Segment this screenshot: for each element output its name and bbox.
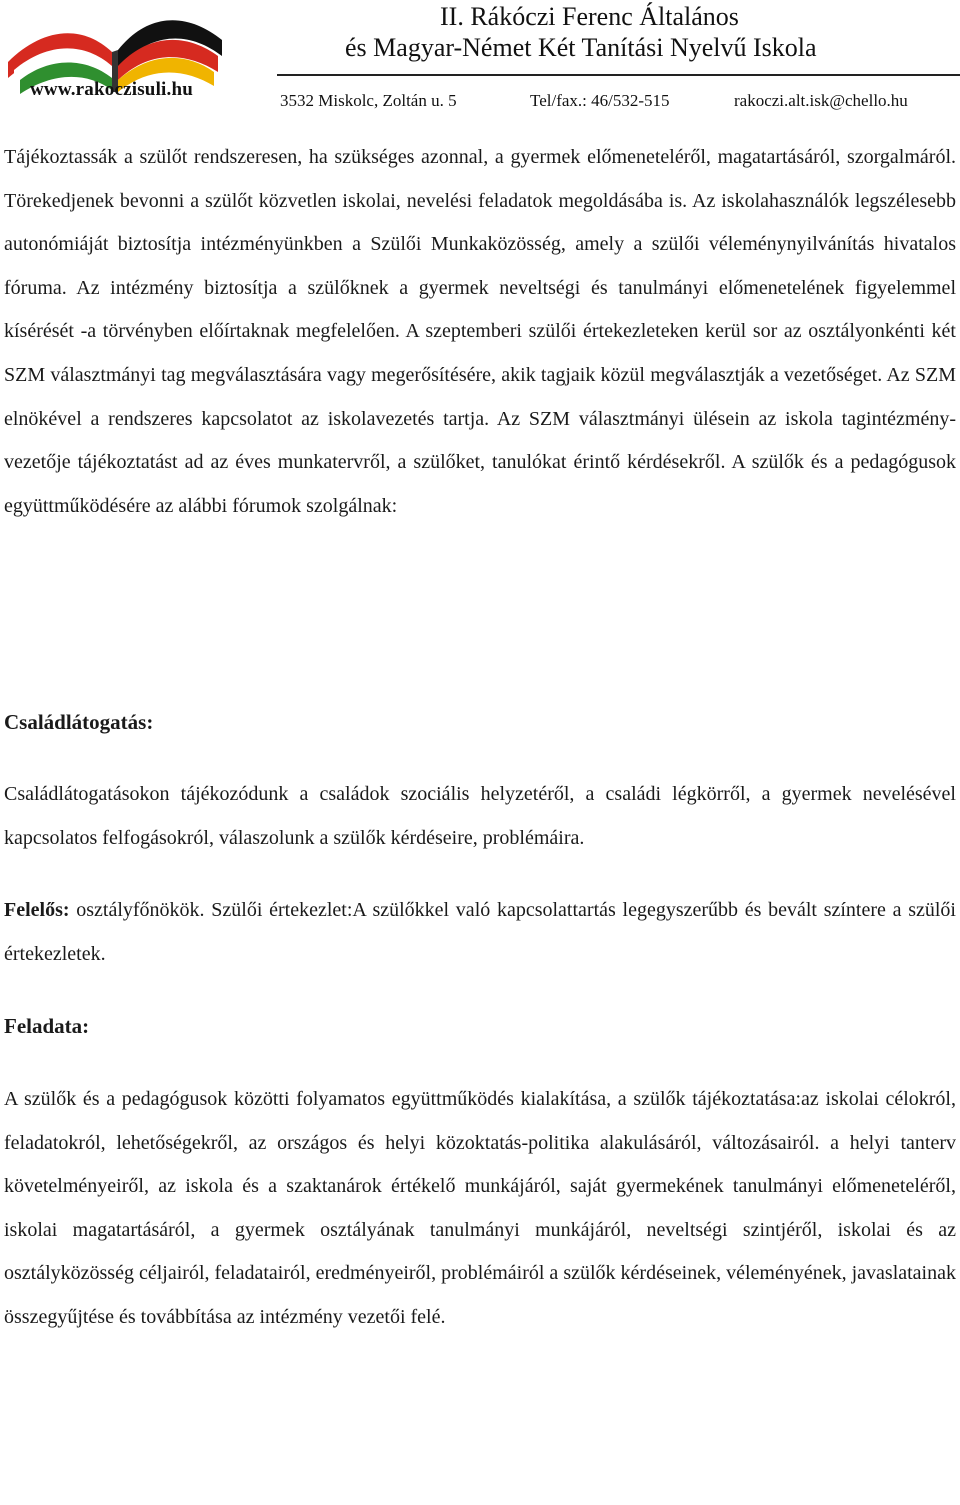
heading-feladata: Feladata: xyxy=(4,1014,90,1039)
address: 3532 Miskolc, Zoltán u. 5 xyxy=(280,91,457,110)
school-name-line1: II. Rákóczi Ferenc Általános xyxy=(440,2,739,31)
email: rakoczi.alt.isk@chello.hu xyxy=(734,91,908,110)
spacer xyxy=(4,860,956,889)
letterhead xyxy=(0,0,960,118)
phone: Tel/fax.: 46/532-515 xyxy=(530,91,670,110)
paragraph-felelos xyxy=(4,889,956,976)
spacer xyxy=(4,976,956,1005)
spacer xyxy=(4,1049,956,1078)
paragraph-feladata: A szülők és a pedagógusok közötti folyamatos együttműködés kialakítása, a szülők tájékoztatása:az iskolai célokról, feladatokról, lehetőségekről, az országos és helyi közoktatás-politika alakulásáról, változásairól. a helyi tanterv követelményeiről, az iskola és a szaktanárok értékelő munkájáról, saját gyermekének tanulmányi előmeneteléről, iskolai magatartásáról, a gyermek osztályának tanulmányi munkájáról, neveltségi szintjéről, iskolai és az osztályközösség céljairól, feladatairól, eredményeiről, problémáiról a szülők kérdéseinek, véleményének, javaslatainak összegyűjtése és továbbítása az intézmény vezetői felé. xyxy=(4,1087,956,1328)
heading-csaladlatogatas: Családlátogatás: xyxy=(4,710,154,735)
spacer xyxy=(4,745,956,773)
felelos-text: osztályfőnökök. Szülői értekezlet:A szülőkkel való kapcsolattartás legegyszerűbb és bevált színtere a szülői értekezletek. xyxy=(4,899,956,965)
document-body xyxy=(4,136,956,1339)
paragraph-csaladlatogatas: Családlátogatásokon tájékozódunk a családok szociális helyzetéről, a családi légkörről, a gyermek nevelésével kapcsolatos felfogásokról, válaszolunk a szülők kérdéseire, problémáira. xyxy=(4,782,956,849)
spacer xyxy=(4,528,956,701)
header-divider xyxy=(277,74,960,76)
site-url: www.rakoczisuli.hu xyxy=(30,79,194,100)
paragraph-intro: Tájékoztassák a szülőt rendszeresen, ha szükséges azonnal, a gyermek előmeneteléről, magatartásáról, szorgalmáról. Törekedjenek bevonni a szülőt közvetlen iskolai, nevelési feladatok megoldásába is. Az iskolahasználók legszélesebb autonómiáját biztosítja intézményünkben a Szülői Munkaközösség, amely a szülői véleménynyilvánítás hivatalos fóruma. Az intézmény biztosítja a szülőknek a gyermek neveltségi és tanulmányi előmenetelének figyelemmel kísérését -a törvényben előírtaknak megfelelően. A szeptemberi szülői értekezleteken kerül sor az osztályonkénti két SZM választmányi tag megválasztására vagy megerősítésére, akik tagjaik közül megválasztják a vezetőséget. Az SZM elnökével a rendszeres kapcsolatot az iskolavezetés tartja. Az SZM választmányi ülésein az iskola tagintézmény-vezetője tájékoztatást ad az éves munkatervről, a szülőket, tanulókat érintő kérdésekről. A szülők és a pedagógusok együttműködésére az alábbi fórumok szolgálnak: xyxy=(4,146,956,517)
school-name-line2: és Magyar-Német Két Tanítási Nyelvű Iskola xyxy=(345,33,817,62)
felelos-label: Felelős: xyxy=(4,899,70,922)
